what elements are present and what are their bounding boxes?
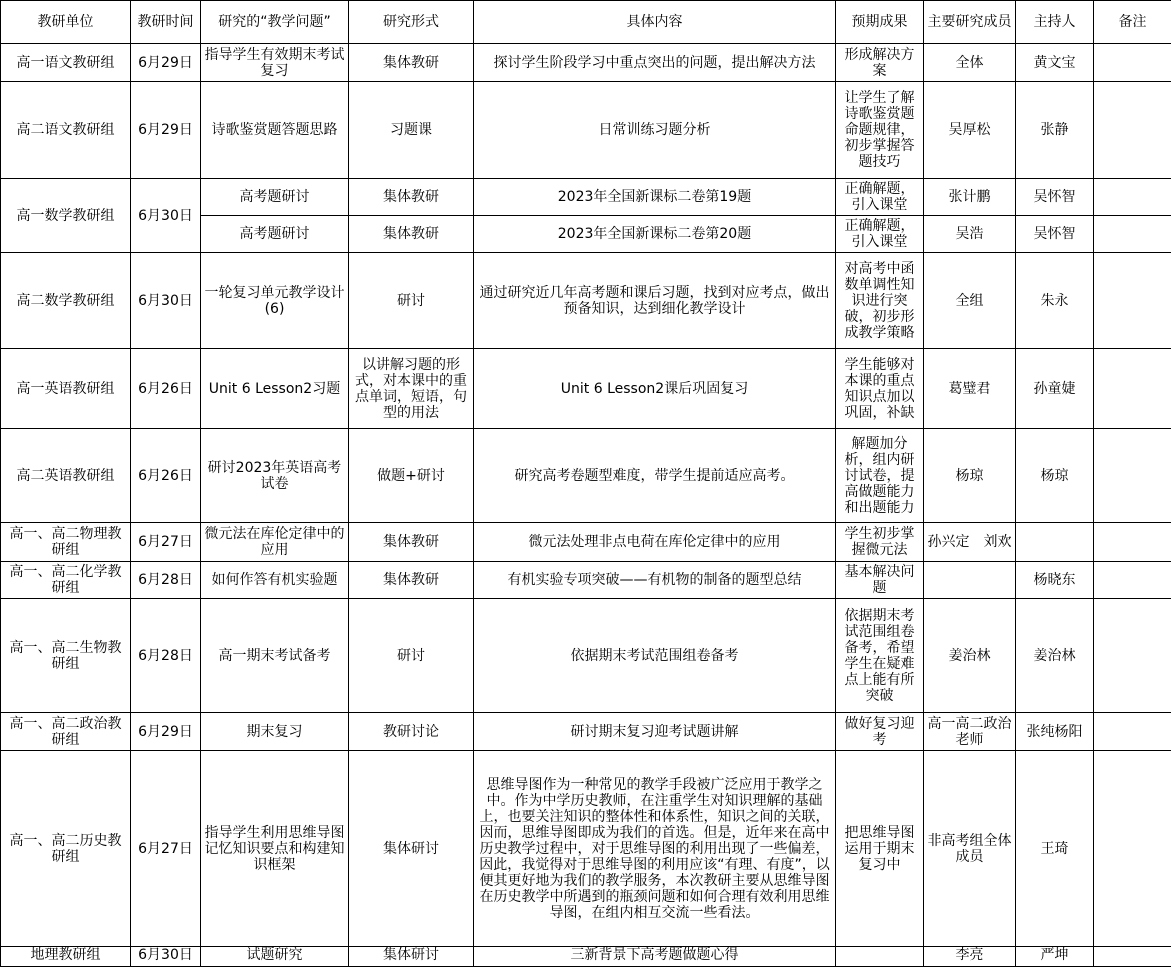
outcome-cell: 让学生了解诗歌鉴赏题命题规律，初步掌握答题技巧 (836, 82, 924, 179)
note-cell (1094, 523, 1171, 562)
date-cell: 6月28日 (131, 562, 201, 599)
header-date: 教研时间 (131, 1, 201, 44)
outcome-cell: 对高考中函数单调性知识进行突破，初步形成教学策略 (836, 253, 924, 349)
host-cell: 严坤 (1016, 947, 1094, 967)
members-cell: 张计鹏 (924, 179, 1016, 216)
members-cell: 高一高二政治老师 (924, 713, 1016, 751)
form-cell: 习题课 (349, 82, 474, 179)
unit-cell: 高一数学教研组 (1, 179, 131, 253)
form-cell: 集体教研 (349, 216, 474, 253)
form-cell: 研讨 (349, 253, 474, 349)
form-cell: 教研讨论 (349, 713, 474, 751)
problem-cell: 指导学生利用思维导图记忆知识要点和构建知识框架 (201, 751, 349, 947)
table-row (1, 523, 1171, 562)
unit-cell: 高一、高二化学教研组 (1, 562, 131, 599)
unit-cell: 高一语文教研组 (1, 44, 131, 82)
date-cell: 6月27日 (131, 751, 201, 947)
date-cell: 6月30日 (131, 179, 201, 253)
content-cell: 2023年全国新课标二卷第19题 (474, 179, 836, 216)
members-cell: 葛璧君 (924, 349, 1016, 429)
content-cell: 通过研究近几年高考题和课后习题，找到对应考点，做出预备知识，达到细化教学设计 (474, 253, 836, 349)
host-cell: 孙童婕 (1016, 349, 1094, 429)
table-row (1, 253, 1171, 349)
form-cell: 研讨 (349, 599, 474, 713)
header-form: 研究形式 (349, 1, 474, 44)
unit-cell: 高二语文教研组 (1, 82, 131, 179)
note-cell (1094, 349, 1171, 429)
outcome-cell: 学生初步掌握微元法 (836, 523, 924, 562)
table-row (1, 179, 1171, 216)
outcome-cell: 基本解决问题 (836, 562, 924, 599)
members-cell: 杨琼 (924, 429, 1016, 523)
table-row (1, 429, 1171, 523)
date-cell: 6月26日 (131, 349, 201, 429)
members-cell: 吴厚松 (924, 82, 1016, 179)
unit-cell: 高一、高二历史教研组 (1, 751, 131, 947)
note-cell (1094, 599, 1171, 713)
content-cell: 三新背景下高考题做题心得 (474, 947, 836, 967)
content-cell: 探讨学生阶段学习中重点突出的问题，提出解决方法 (474, 44, 836, 82)
table-row (1, 713, 1171, 751)
content-cell: 研究高考卷题型难度，带学生提前适应高考。 (474, 429, 836, 523)
form-cell: 集体研讨 (349, 947, 474, 967)
note-cell (1094, 82, 1171, 179)
problem-cell: Unit 6 Lesson2习题 (201, 349, 349, 429)
outcome-cell: 正确解题，引入课堂 (836, 216, 924, 253)
header-unit: 教研单位 (1, 1, 131, 44)
host-cell: 姜治林 (1016, 599, 1094, 713)
content-cell: Unit 6 Lesson2课后巩固复习 (474, 349, 836, 429)
members-cell: 姜治林 (924, 599, 1016, 713)
note-cell (1094, 947, 1171, 967)
form-cell: 集体研讨 (349, 751, 474, 947)
table-row (1, 44, 1171, 82)
members-cell: 孙兴定 刘欢 (924, 523, 1016, 562)
table-row (1, 349, 1171, 429)
content-cell: 日常训练习题分析 (474, 82, 836, 179)
date-cell: 6月29日 (131, 82, 201, 179)
note-cell (1094, 179, 1171, 216)
note-cell (1094, 751, 1171, 947)
content-cell: 思维导图作为一种常见的教学手段被广泛应用于教学之中。作为中学历史教师，在注重学生对知识理解的基础上，也要关注知识的整体性和体系性，知识之间的关联，因而，思维导图即成为我们的首选。但是，近年来在高中历史教学过程中，对于思维导图的利用出现了一些偏差，因此，我觉得对于思维导图的利用应该“有理、有度”，以便其更好地为我们的教学服务，本次教研主要从思维导图在历史教学中所遇到的瓶颈问题和如何合理有效利用思维导图，在组内相互交流一些看法。 (474, 751, 836, 947)
outcome-cell: 把思维导图运用于期末复习中 (836, 751, 924, 947)
host-cell: 吴怀智 (1016, 179, 1094, 216)
outcome-cell: 正确解题，引入课堂 (836, 179, 924, 216)
unit-cell: 高二数学教研组 (1, 253, 131, 349)
problem-cell: 高一期末考试备考 (201, 599, 349, 713)
table-row (1, 82, 1171, 179)
members-cell: 非高考组全体成员 (924, 751, 1016, 947)
date-cell: 6月30日 (131, 947, 201, 967)
date-cell: 6月27日 (131, 523, 201, 562)
problem-cell: 如何作答有机实验题 (201, 562, 349, 599)
outcome-cell: 依据期末考试范围组卷备考，希望学生在疑难点上能有所突破 (836, 599, 924, 713)
content-cell: 有机实验专项突破——有机物的制备的题型总结 (474, 562, 836, 599)
form-cell: 集体教研 (349, 179, 474, 216)
unit-cell: 地理教研组 (1, 947, 131, 967)
host-cell: 杨琼 (1016, 429, 1094, 523)
host-cell: 黄文宝 (1016, 44, 1094, 82)
members-cell: 全体 (924, 44, 1016, 82)
table-row (1, 947, 1171, 967)
host-cell: 朱永 (1016, 253, 1094, 349)
header-problem: 研究的“教学问题” (201, 1, 349, 44)
content-cell: 微元法处理非点电荷在库伦定律中的应用 (474, 523, 836, 562)
problem-cell: 指导学生有效期末考试复习 (201, 44, 349, 82)
table-row (1, 751, 1171, 947)
form-cell: 集体教研 (349, 44, 474, 82)
host-cell: 张静 (1016, 82, 1094, 179)
problem-cell: 试题研究 (201, 947, 349, 967)
outcome-cell: 做好复习迎考 (836, 713, 924, 751)
date-cell: 6月29日 (131, 44, 201, 82)
date-cell: 6月30日 (131, 253, 201, 349)
content-cell: 依据期末考试范围组卷备考 (474, 599, 836, 713)
members-cell: 全组 (924, 253, 1016, 349)
header-host: 主持人 (1016, 1, 1094, 44)
date-cell: 6月28日 (131, 599, 201, 713)
problem-cell: 研讨2023年英语高考试卷 (201, 429, 349, 523)
outcome-cell: 解题加分析，组内研讨试卷，提高做题能力和出题能力 (836, 429, 924, 523)
note-cell (1094, 216, 1171, 253)
table-row (1, 599, 1171, 713)
problem-cell: 期末复习 (201, 713, 349, 751)
header-content: 具体内容 (474, 1, 836, 44)
content-cell: 研讨期末复习迎考试题讲解 (474, 713, 836, 751)
note-cell (1094, 562, 1171, 599)
form-cell: 以讲解习题的形式，对本课中的重点单词，短语，句型的用法 (349, 349, 474, 429)
unit-cell: 高一、高二生物教研组 (1, 599, 131, 713)
header-row (1, 1, 1171, 44)
problem-cell: 一轮复习单元教学设计(6) (201, 253, 349, 349)
form-cell: 集体教研 (349, 523, 474, 562)
date-cell: 6月26日 (131, 429, 201, 523)
note-cell (1094, 44, 1171, 82)
table-row (1, 562, 1171, 599)
unit-cell: 高一、高二政治教研组 (1, 713, 131, 751)
header-members: 主要研究成员 (924, 1, 1016, 44)
members-cell: 吴浩 (924, 216, 1016, 253)
problem-cell: 高考题研讨 (201, 179, 349, 216)
form-cell: 做题+研讨 (349, 429, 474, 523)
host-cell: 吴怀智 (1016, 216, 1094, 253)
date-cell: 6月29日 (131, 713, 201, 751)
form-cell: 集体教研 (349, 562, 474, 599)
host-cell: 王琦 (1016, 751, 1094, 947)
host-cell: 张纯杨阳 (1016, 713, 1094, 751)
header-note: 备注 (1094, 1, 1171, 44)
outcome-cell: 学生能够对本课的重点知识点加以巩固，补缺 (836, 349, 924, 429)
problem-cell: 高考题研讨 (201, 216, 349, 253)
note-cell (1094, 253, 1171, 349)
content-cell: 2023年全国新课标二卷第20题 (474, 216, 836, 253)
outcome-cell: 形成解决方案 (836, 44, 924, 82)
header-outcome: 预期成果 (836, 1, 924, 44)
note-cell (1094, 713, 1171, 751)
problem-cell: 微元法在库伦定律中的应用 (201, 523, 349, 562)
host-cell (1016, 523, 1094, 562)
unit-cell: 高一、高二物理教研组 (1, 523, 131, 562)
members-cell (924, 562, 1016, 599)
outcome-cell (836, 947, 924, 967)
note-cell (1094, 429, 1171, 523)
members-cell: 李亮 (924, 947, 1016, 967)
unit-cell: 高二英语教研组 (1, 429, 131, 523)
host-cell: 杨晓东 (1016, 562, 1094, 599)
problem-cell: 诗歌鉴赏题答题思路 (201, 82, 349, 179)
unit-cell: 高一英语教研组 (1, 349, 131, 429)
